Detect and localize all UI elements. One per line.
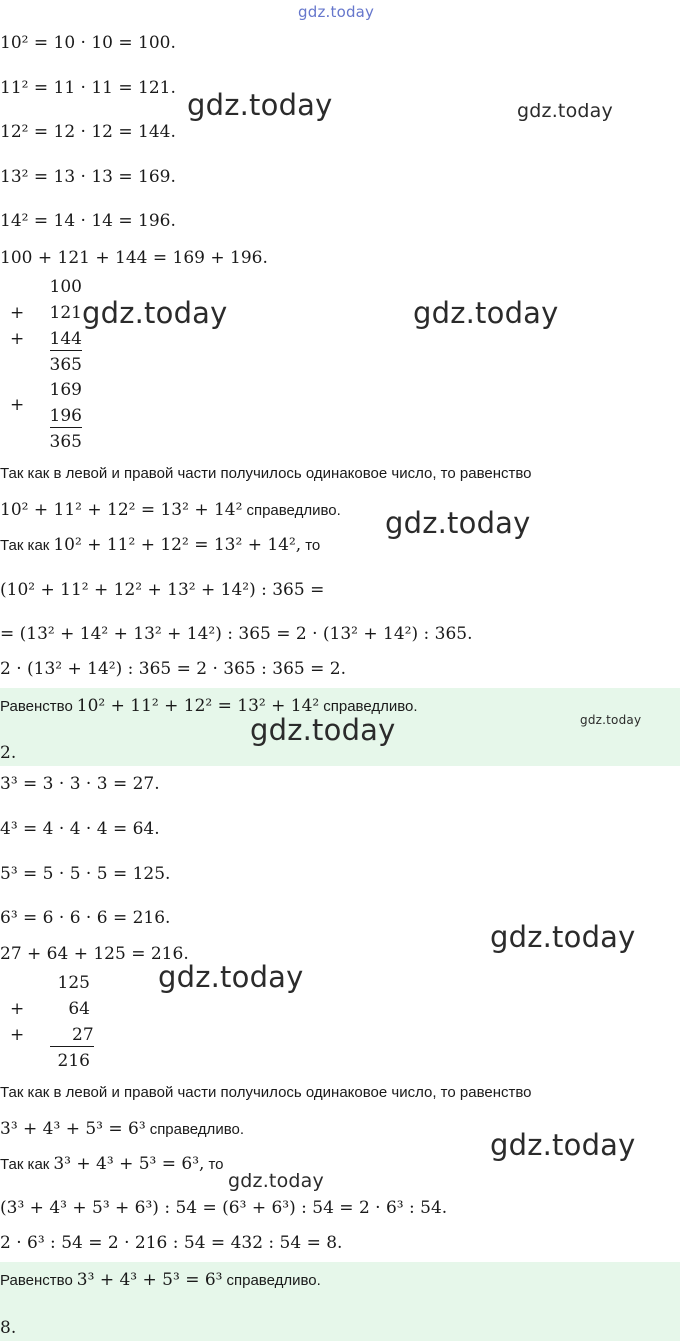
column-number	[42, 329, 82, 349]
cube-line: 6³ = 6 · 6 · 6 = 216.	[0, 908, 171, 928]
square-line: 11² = 11 · 11 = 121.	[0, 78, 176, 98]
equality: 3³ + 4³ + 5³ = 6³	[0, 1119, 146, 1139]
equality: 3³ + 4³ + 5³ = 6³,	[53, 1154, 205, 1174]
plus-sign: +	[10, 1025, 25, 1045]
watermark: gdz.today	[298, 3, 375, 21]
equality: 10² + 11² + 12² = 13² + 14²,	[53, 535, 302, 555]
watermark: gdz.today	[228, 1170, 324, 1192]
watermark: gdz.today	[580, 713, 642, 727]
answer-suffix: справедливо.	[323, 698, 418, 715]
equality: 10² + 11² + 12² = 13² + 14²	[0, 500, 243, 520]
calc-line: (3³ + 4³ + 5³ + 6³) : 54 = (6³ + 6³) : 54 = 2 · 6³ : 54.	[0, 1198, 448, 1218]
equality-line	[0, 1119, 244, 1140]
answer-prefix: Равенство	[0, 1272, 73, 1289]
plus-sign: +	[10, 303, 25, 323]
since-prefix: Так как	[0, 1156, 50, 1173]
answer-equality: 10² + 11² + 12² = 13² + 14²	[76, 696, 320, 716]
watermark: gdz.today	[413, 296, 559, 330]
square-line: 14² = 14 · 14 = 196.	[0, 211, 176, 231]
column-number: 100	[49, 277, 82, 297]
calc-line: 2 · 6³ : 54 = 2 · 216 : 54 = 432 : 54 = 8.	[0, 1233, 343, 1253]
answer-value: 2.	[0, 743, 17, 763]
plus-sign: +	[10, 329, 25, 349]
answer-suffix: справедливо.	[226, 1272, 321, 1289]
since-line	[0, 535, 320, 556]
underlined-number: 196	[49, 406, 82, 426]
cube-line: 3³ = 3 · 3 · 3 = 27.	[0, 774, 160, 794]
watermark: gdz.today	[158, 960, 304, 994]
explanation-text: Так как в левой и правой части получилось одинаковое число, то равенство	[0, 465, 532, 482]
answer-value: 8.	[0, 1318, 17, 1338]
column-number	[50, 1025, 94, 1045]
sum-equation: 100 + 121 + 144 = 169 + 196.	[0, 248, 268, 268]
column-number: 121	[49, 303, 82, 323]
answer-prefix: Равенство	[0, 698, 73, 715]
square-line: 13² = 13 · 13 = 169.	[0, 167, 176, 187]
valid-word: справедливо.	[149, 1121, 245, 1138]
equality-line	[0, 500, 341, 521]
calc-line: (10² + 11² + 12² + 13² + 14²) : 365 =	[0, 580, 325, 600]
explanation-text: Так как в левой и правой части получилось одинаковое число, то равенство	[0, 1084, 532, 1101]
watermark: gdz.today	[250, 713, 396, 747]
plus-sign: +	[10, 395, 25, 415]
valid-word: справедливо.	[246, 502, 341, 519]
square-line: 12² = 12 · 12 = 144.	[0, 122, 176, 142]
cube-line: 4³ = 4 · 4 · 4 = 64.	[0, 819, 160, 839]
sum-equation: 27 + 64 + 125 = 216.	[0, 944, 189, 964]
watermark: gdz.today	[517, 100, 613, 122]
watermark: gdz.today	[490, 1128, 636, 1162]
since-suffix: то	[305, 537, 321, 554]
answer-equality: 3³ + 4³ + 5³ = 6³	[76, 1270, 223, 1290]
cube-line: 5³ = 5 · 5 · 5 = 125.	[0, 864, 171, 884]
column-result: 365	[49, 432, 82, 452]
column-number: 125	[57, 973, 90, 993]
since-suffix: то	[208, 1156, 224, 1173]
since-prefix: Так как	[0, 537, 50, 554]
square-line: 10² = 10 · 10 = 100.	[0, 33, 176, 53]
watermark: gdz.today	[490, 920, 636, 954]
column-number: 64	[68, 999, 90, 1019]
watermark: gdz.today	[82, 296, 228, 330]
calc-line: 2 · (13² + 14²) : 365 = 2 · 365 : 365 = 2.	[0, 659, 347, 679]
watermark: gdz.today	[187, 88, 333, 122]
answer-line	[0, 1270, 321, 1291]
column-result: 216	[57, 1051, 90, 1071]
since-line	[0, 1154, 224, 1175]
column-result: 365	[49, 355, 82, 375]
underlined-number: 144	[49, 329, 82, 349]
watermark: gdz.today	[385, 506, 531, 540]
calc-line: = (13² + 14² + 13² + 14²) : 365 = 2 · (13² + 14²) : 365.	[0, 624, 473, 644]
column-number: 169	[49, 380, 82, 400]
plus-sign: +	[10, 999, 25, 1019]
column-number	[42, 406, 82, 426]
underlined-number: 27	[50, 1025, 94, 1047]
